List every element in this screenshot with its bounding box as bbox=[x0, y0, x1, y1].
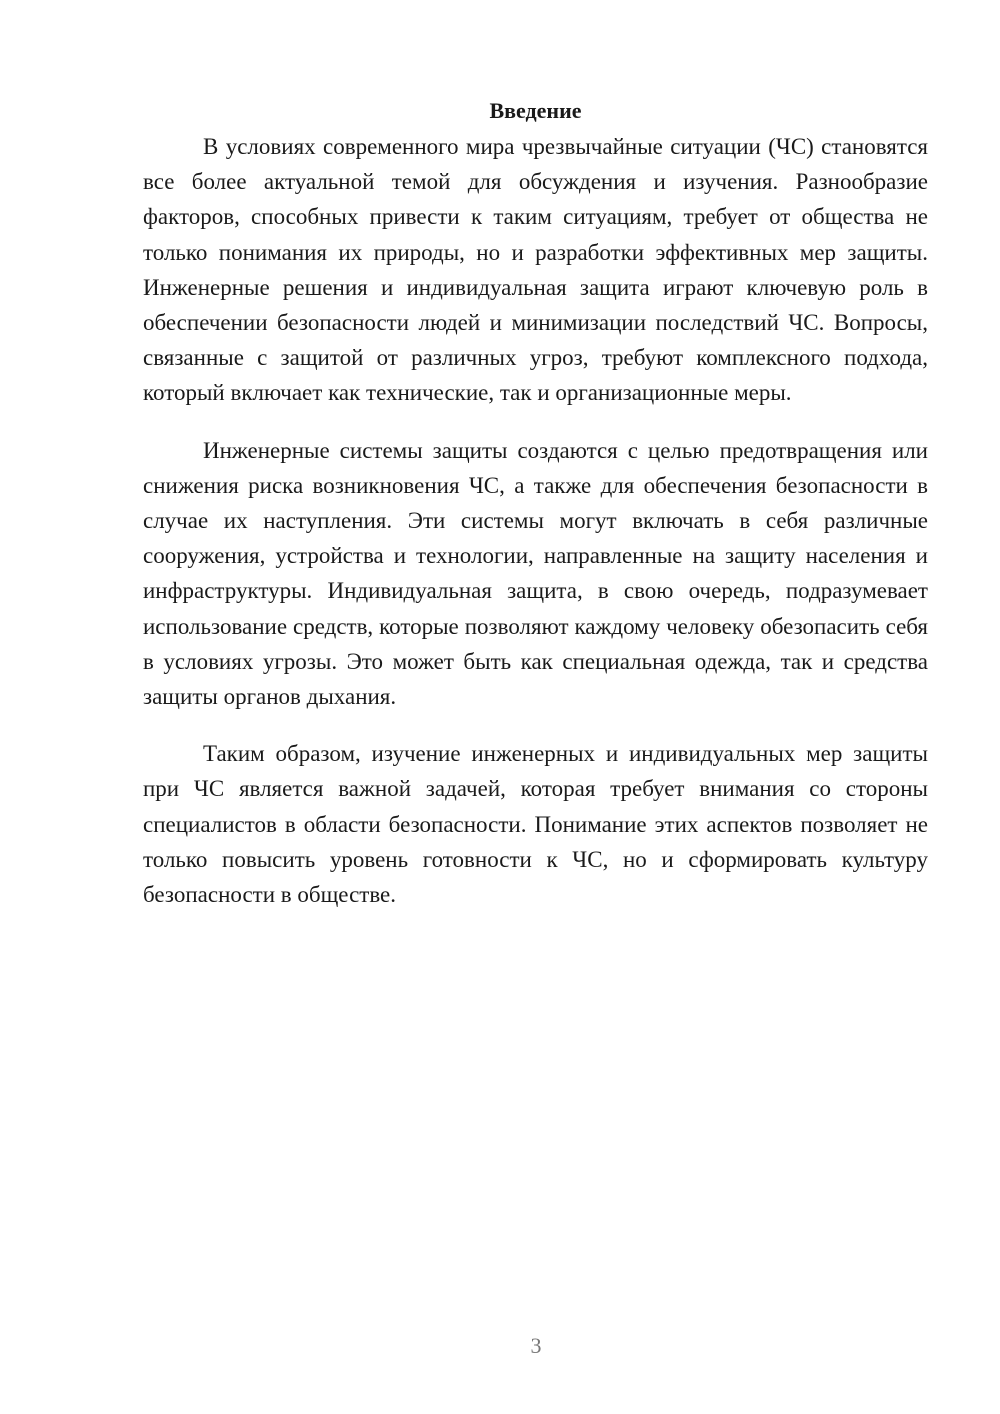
paragraph-2: Инженерные системы защиты создаются с целью предотвращения или снижения риска возникновения ЧС, а также для обеспечения безопасности в случае их наступления. Эти системы могут включать в себя различные сооружения, устройства и технологии, направленные на защиту населения и инфраструктуры. Индивидуальная защита, в свою очередь, подразумевает использование средств, которые позволяют каждому человеку обезопасить себя в условиях угрозы. Это может быть как специальная одежда, так и средства защиты органов дыхания. bbox=[143, 437, 928, 710]
page-number: 3 bbox=[530, 1333, 542, 1358]
paragraph-3: Таким образом, изучение инженерных и индивидуальных мер защиты при ЧС является важной задачей, которая требует внимания со стороны специалистов в области безопасности. Понимание этих аспектов позволяет не только повысить уровень готовности к ЧС, но и сформировать культуру безопасности в обществе. bbox=[143, 741, 928, 908]
paragraph-1: В условиях современного мира чрезвычайные ситуации (ЧС) становятся все более актуальной темой для обсуждения и изучения. Разнообразие факторов, способных привести к таким ситуациям, требует от общества не только понимания их природы, но и разработки эффективных мер защиты. Инженерные решения и индивидуальная защита играют ключевую роль в обеспечении безопасности людей и минимизации последствий ЧС. Вопросы, связанные с защитой от различных угроз, требуют комплексного подхода, который включает как технические, так и организационные меры. bbox=[143, 134, 928, 406]
page-content bbox=[143, 94, 928, 934]
section-title: Введение bbox=[489, 98, 582, 123]
